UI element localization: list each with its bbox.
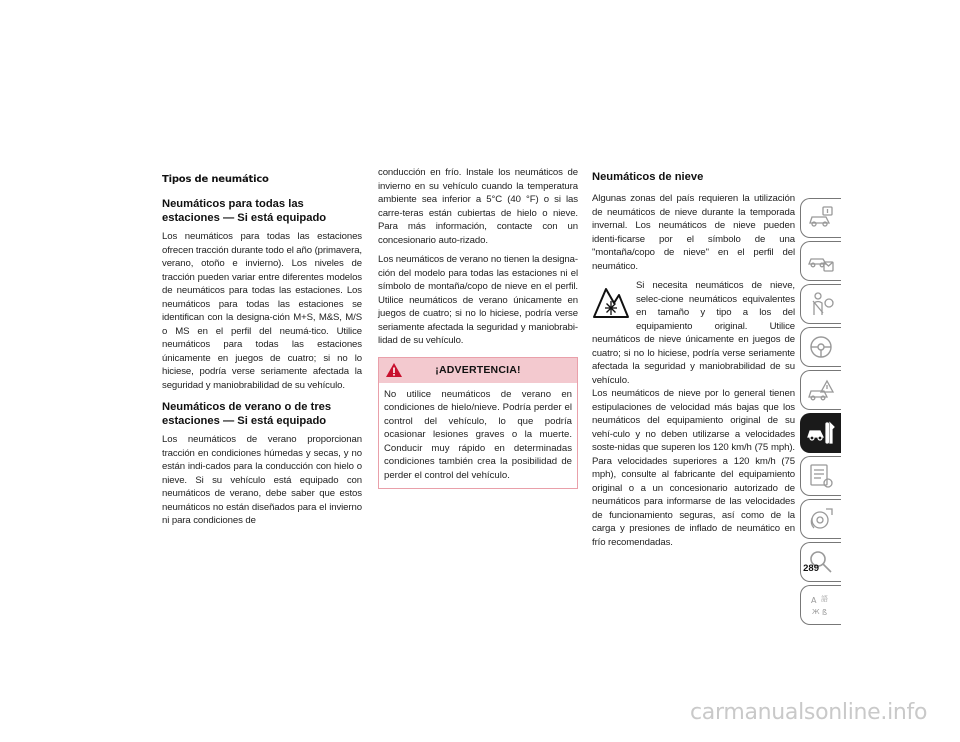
tab-car-warning[interactable] — [800, 370, 841, 410]
page-number: 289 — [803, 563, 819, 574]
tab-languages[interactable] — [800, 585, 841, 625]
multimedia-icon — [806, 504, 836, 534]
snow-symbol-block — [592, 279, 795, 387]
maintenance-schedule-icon — [806, 461, 836, 491]
tab-index[interactable] — [800, 542, 841, 582]
paragraph-summer-continued: conducción en frío. Instale los neumáticos de invierno en su vehículo cuando la temperatura ambiente sea inferior a 5°C (40 °F) o si las carre-teras están cubiertas de hielo o nieve. Para más información, contacte con un concesionario auto-rizado. — [378, 167, 578, 246]
heading-summer-tires: Neumáticos de verano o de tres estaciones — Si está equipado — [162, 401, 332, 427]
column-middle — [378, 166, 578, 489]
tab-steering[interactable] — [800, 327, 841, 367]
car-info-icon — [806, 203, 836, 233]
seatbelt-airbag-icon — [806, 289, 836, 319]
car-keys-icon — [806, 246, 836, 276]
paragraph-summer-designation: Los neumáticos de verano no tienen la designa-ción del modelo para todas las estaciones ni el símbolo de montaña/copo de nieve en el perfil. Utilice neumáticos de verano únicamente en juegos de cuatro; si no lo hiciese, podría verse seriamente afectada la seguridad y maniobrabi-lidad de su vehículo. — [378, 254, 578, 346]
warning-title: ¡ADVERTENCIA! — [435, 364, 521, 376]
tab-car-keys[interactable] — [800, 241, 841, 281]
warning-body — [379, 383, 577, 489]
warning-box — [378, 357, 578, 490]
car-warning-icon — [806, 375, 836, 405]
paragraph-snow-speed: Los neumáticos de nieve por lo general tienen estipulaciones de velocidad más bajas que los neumáticos del equipamiento original de su vehí-culo y no deben utilizarse a velocidades soste-nidas que superen los 120 km/h (75 mph). Para velocidades superiores a 120 km/h (75 mph), consulte al fabricante del equipamiento original o a un concesionario autorizado de neumáticos para informarse de las velocidades de funcionamiento seguras, así como de la carga y presiones de inflado de neumático en frío recomendadas. — [592, 388, 795, 548]
car-service-tools-icon — [806, 418, 836, 448]
tab-service[interactable] — [800, 413, 841, 453]
tab-safety[interactable] — [800, 284, 841, 324]
languages-icon — [806, 590, 836, 620]
section-title: Tipos de neumático — [162, 174, 269, 185]
watermark: carmanualsonline.info — [690, 700, 928, 725]
svg-text:A: A — [811, 596, 817, 605]
paragraph-all-season: Los neumáticos para todas las estaciones ofrecen tracción durante todo el año (primavera, verano, otoño e invierno). Los niveles de tracción pueden variar entre diferentes modelos de neumáticos para todas las estaciones. Los neumáticos para todas las estaciones se identifican con la designa-ción M+S, M&S, M/S o MS en el perfil del neumá-tico. Utilice neumáticos para todas las estaciones únicamente en juegos de cuatro; si no lo hiciese, podría verse seriamente afectada la seguridad y maniobrabilidad de su vehículo. — [162, 231, 362, 391]
warning-text: No utilice neumáticos de verano en condiciones de hielo/nieve. Podría perder el control del vehículo, lo que podría ocasionar lesiones graves o la muerte. Conducir muy rápido en determinadas condiciones también crea la posibilidad de perder el control del vehículo. — [384, 388, 572, 481]
svg-text:Ж: Ж — [812, 608, 820, 616]
steering-wheel-icon — [806, 332, 836, 362]
paragraph-summer: Los neumáticos de verano proporcionan tracción en condiciones húmedas y secas, y no están indi-cados para la conducción con hielo o nieve. Si su vehículo está equipado con neumáticos de verano, debe saber que estos neumáticos no están diseñados para el invierno ni para condiciones de — [162, 434, 362, 526]
column-right — [592, 170, 795, 549]
tab-multimedia[interactable] — [800, 499, 841, 539]
svg-text:語: 語 — [821, 595, 828, 603]
mountain-snowflake-icon — [592, 281, 630, 321]
paragraph-snow-intro: Algunas zonas del país requieren la utilización de neumáticos de nieve durante la temporada invernal. Los neumáticos de nieve pueden identi-ficarse por el símbolo de una "montaña/copo de nieve" en el perfil del neumático. — [592, 193, 795, 272]
warning-triangle-icon — [385, 362, 403, 378]
heading-all-season-tires: Neumáticos para todas las estaciones — Si está equipado — [162, 198, 327, 224]
column-left — [162, 174, 362, 528]
tab-maintenance[interactable] — [800, 456, 841, 496]
heading-snow-tires: Neumáticos de nieve — [592, 171, 704, 183]
paragraph-snow-sets: Si necesita neumáticos de nieve, selec-cione neumáticos equivalentes en tamaño y tipo a los del equipamiento original. Utilice neumáticos de nieve únicamente en juegos de cuatro; si no lo hiciese, podría verse seriamente afectada la seguridad y maniobrabilidad de su vehículo. — [592, 280, 795, 386]
tab-car-info[interactable] — [800, 198, 841, 238]
svg-text:ß: ß — [822, 608, 828, 617]
warning-header — [379, 358, 577, 383]
